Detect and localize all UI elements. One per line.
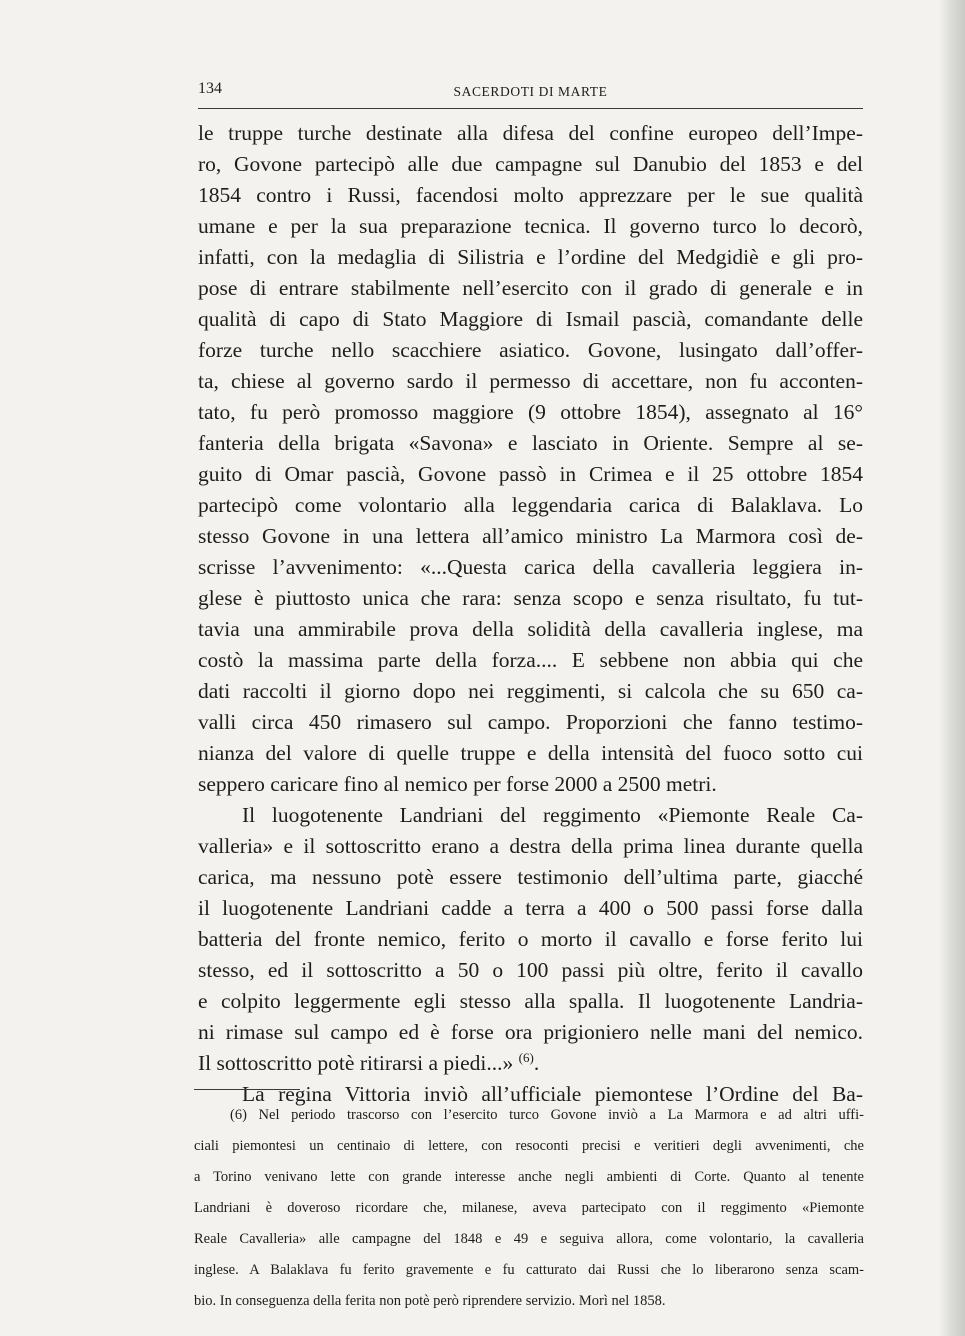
footnote-line: Reale Cavalleria» alle campagne del 1848 e 49 e seguiva allora, come volontario, la cavalleria xyxy=(194,1231,864,1247)
text-line: qualità di capo di Stato Maggiore di Ismail pascià, comandante delle xyxy=(198,307,863,331)
text-line: le truppe turche destinate alla difesa del confine europeo dell’Impe- xyxy=(198,121,863,145)
text-line: valleria» e il sottoscritto erano a destra della prima linea durante quella xyxy=(198,834,863,858)
text-line: guito di Omar pascià, Govone passò in Crimea e il 25 ottobre 1854 xyxy=(198,462,863,486)
text-line: tato, fu però promosso maggiore (9 ottobre 1854), assegnato al 16° xyxy=(198,400,863,424)
text-line: Il luogotenente Landriani del reggimento «Piemonte Reale Ca- xyxy=(242,803,863,827)
text-line: umane e per la sua preparazione tecnica. Il governo turco lo decorò, xyxy=(198,214,863,238)
text-line: Il sottoscritto potè ritirarsi a piedi...» xyxy=(198,1051,514,1075)
text-line: La regina Vittoria inviò all’ufficiale piemontese l’Ordine del Ba- xyxy=(242,1082,863,1106)
text-line: 1854 contro i Russi, facendosi molto apprezzare per le sue qualità xyxy=(198,183,863,207)
body-text xyxy=(198,118,863,1110)
text-line: costò la massima parte della forza.... E sebbene non abbia qui che xyxy=(198,648,863,672)
text-line: tavia una ammirabile prova della solidità della cavalleria inglese, ma xyxy=(198,617,863,641)
footnote xyxy=(194,1104,864,1321)
text-line: ta, chiese al governo sardo il permesso di accettare, non fu acconten- xyxy=(198,369,863,393)
footnote-line: inglese. A Balaklava fu ferito gravemente e fu catturato dai Russi che lo liberarono senza scam- xyxy=(194,1262,864,1278)
page-header xyxy=(198,80,863,109)
footnote-line: Landriani è doveroso ricordare che, milanese, aveva partecipato con il reggimento «Piemonte xyxy=(194,1200,864,1216)
text-line: glese è piuttosto unica che rara: senza scopo e senza risultato, fu tut- xyxy=(198,586,863,610)
footnote-line: (6) Nel periodo trascorso con l’esercito turco Govone inviò a La Marmora e ad altri uffi- xyxy=(230,1107,864,1123)
page-edge-shadow xyxy=(939,0,965,1336)
text-line: il luogotenente Landriani cadde a terra a 400 o 500 passi forse dalla xyxy=(198,896,863,920)
text-line: scrisse l’avvenimento: «...Questa carica della cavalleria leggiera in- xyxy=(198,555,863,579)
text-line: e colpito leggermente egli stesso alla spalla. Il luogotenente Landria- xyxy=(198,989,863,1013)
footnote-reference: (6) xyxy=(518,1050,534,1065)
text-line: nianza del valore di quelle truppe e della intensità del fuoco sotto cui xyxy=(198,741,863,765)
text-line: fanteria della brigata «Savona» e lasciato in Oriente. Sempre al se- xyxy=(198,431,863,455)
text-line: stesso Govone in una lettera all’amico ministro La Marmora così de- xyxy=(198,524,863,548)
text-line: batteria del fronte nemico, ferito o morto il cavallo e forse ferito lui xyxy=(198,927,863,951)
text-line: infatti, con la medaglia di Silistria e l’ordine del Medgidiè e gli pro- xyxy=(198,245,863,269)
text-line: partecipò come volontario alla leggendaria carica di Balaklava. Lo xyxy=(198,493,863,517)
text-line: forze turche nello scacchiere asiatico. Govone, lusingato dall’offer- xyxy=(198,338,863,362)
text-line: dati raccolti il giorno dopo nei reggimenti, si calcola che su 650 ca- xyxy=(198,679,863,703)
running-title: SACERDOTI DI MARTE xyxy=(453,84,608,99)
text-line: valli circa 450 rimasero sul campo. Proporzioni che fanno testimo- xyxy=(198,710,863,734)
text-line: ro, Govone partecipò alle due campagne sul Danubio del 1853 e del xyxy=(198,152,863,176)
text-line: seppero caricare fino al nemico per forse 2000 a 2500 metri. xyxy=(198,772,717,796)
footnote-line: a Torino venivano lette con grande interesse anche negli ambienti di Corte. Quanto al tenente xyxy=(194,1169,864,1185)
text-line: stesso, ed il sottoscritto a 50 o 100 passi più oltre, ferito il cavallo xyxy=(198,958,863,982)
page-number: 134 xyxy=(198,80,222,97)
text-line: pose di entrare stabilmente nell’esercito con il grado di generale e in xyxy=(198,276,863,300)
footnote-line: bio. In conseguenza della ferita non potè però riprendere servizio. Morì nel 1858. xyxy=(194,1293,666,1309)
text-line: ni rimase sul campo ed è forse ora prigioniero nelle mani del nemico. xyxy=(198,1020,863,1044)
footnote-divider xyxy=(194,1089,300,1090)
text-line: carica, ma nessuno potè essere testimonio dell’ultima parte, giacché xyxy=(198,865,863,889)
footnote-line: ciali piemontesi un centinaio di lettere, con resoconti precisi e veritieri degli avvenimenti, che xyxy=(194,1138,864,1154)
text-line-with-ref: Il sottoscritto potè ritirarsi a piedi...» $^{(6)}$. xyxy=(198,1050,540,1075)
